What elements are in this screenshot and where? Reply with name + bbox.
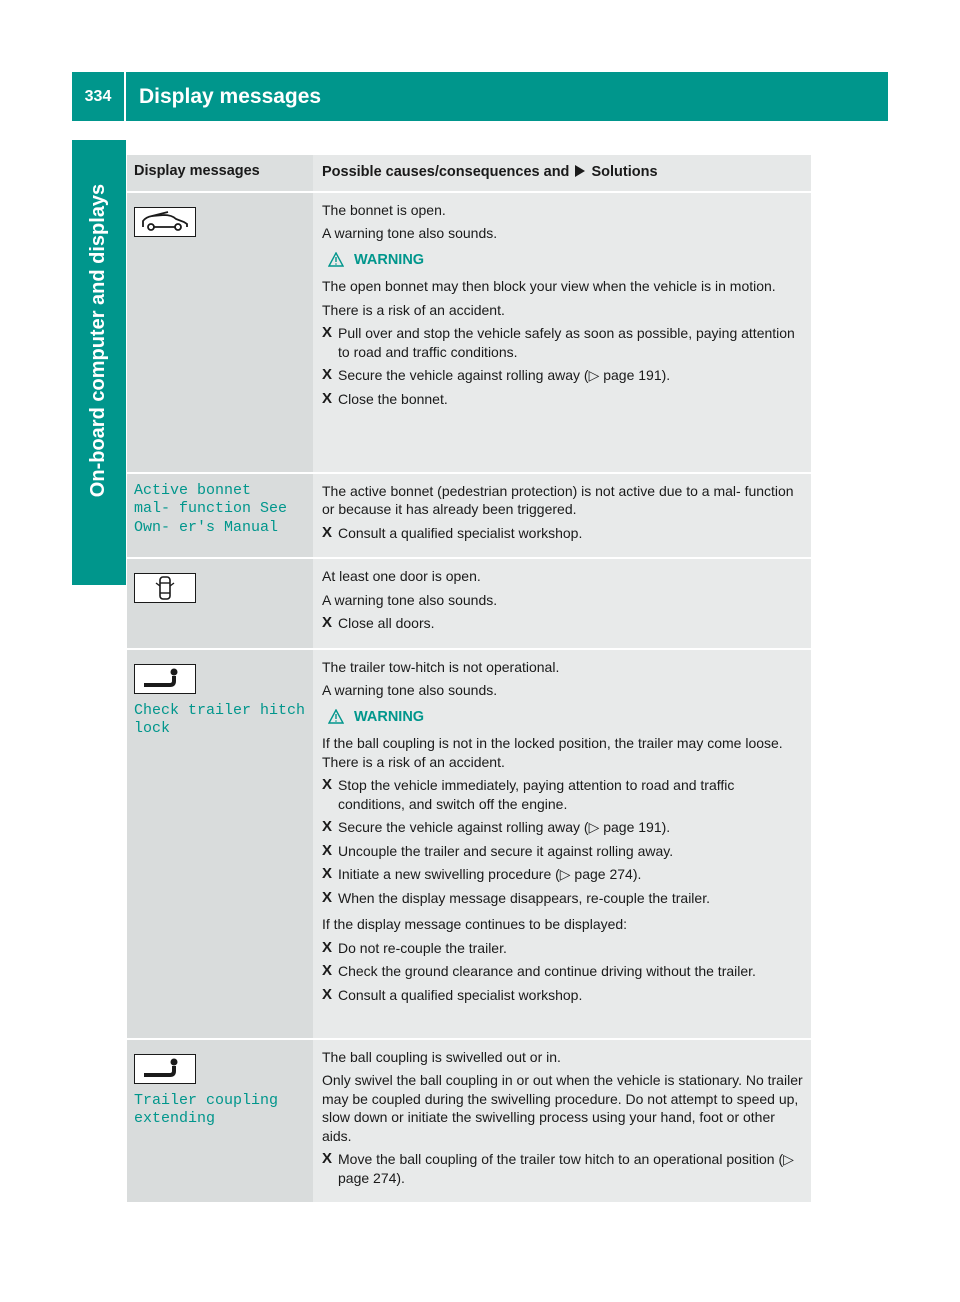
door-open-icon <box>134 573 196 603</box>
side-tab-gap <box>72 540 126 1284</box>
solution-cell: The trailer tow-hitch is not operational. A warning tone also sounds. WARNING If the ball coupling is not in the locked position, the trailer may come loose. There is a risk of an accident. X Stop the vehicle immediately, paying attention to road and traffic conditions, and switch off the engine. X Secure the vehicle against rolling away (▷ page 191). X Uncouple the trailer and secure it against rolling away. X Initiate a new swivelling procedure (▷ page 274). X When the display message disappears, re-couple the trailer. If the display message continues to be displayed: X Do not re-couple the trailer. X Check the ground clearance and continue driving without the trailer. X Consult a qualified specialist workshop. <box>313 650 811 1038</box>
display-message-cell <box>127 193 313 472</box>
instruction-step: X Secure the vehicle against rolling away (▷ page 191). <box>322 818 671 835</box>
warning-label: WARNING <box>328 251 804 270</box>
section-title: Display messages <box>139 84 322 108</box>
display-message-cell <box>127 474 313 558</box>
solution-cell: The active bonnet (pedestrian protection) is not active due to a mal- function or because it has already been triggered. X Consult a qualified specialist workshop. <box>313 474 811 558</box>
warning-triangle-icon <box>328 252 344 267</box>
warning-triangle-icon <box>328 709 344 724</box>
instruction-step: X When the display message disappears, re-couple the trailer. <box>322 888 710 906</box>
page-number: 334 <box>72 72 126 121</box>
solution-cell: The ball coupling is swivelled out or in. Only swivel the ball coupling in or out when the vehicle is stationary. No trailer may be coupled during the swivelling procedure. Do not attempt to speed up, slow down or initiate the swivelling process using your hand, foot or other aids. X Move the ball coupling of the trailer tow hitch to an operational position (▷ page 274). <box>313 1040 811 1203</box>
display-message-text: Check trailer hitch lock <box>134 701 306 737</box>
instruction-step: X Uncouple the trailer and secure it against rolling away. <box>322 841 674 859</box>
table-row <box>127 559 811 650</box>
table-header-row <box>127 155 811 193</box>
solution-cell: At least one door is open. A warning tone also sounds. X Close all doors. <box>313 559 811 648</box>
display-messages-table <box>127 155 811 1204</box>
column-header-display-messages: Display messages <box>127 155 313 191</box>
warning-label: WARNING <box>328 708 804 727</box>
solution-arrow-icon <box>575 165 585 177</box>
display-message-cell <box>127 1040 313 1203</box>
table-row <box>127 474 811 560</box>
instruction-step: X Pull over and stop the vehicle safely as soon as possible, paying attention to road and traffic conditions. <box>322 324 795 360</box>
instruction-step: X Close the bonnet. <box>322 389 448 407</box>
chapter-label: On-board computer and displays <box>87 183 110 497</box>
instruction-step: X Stop the vehicle immediately, paying attention to road and traffic conditions, and switch off the engine. <box>322 776 735 812</box>
tow-hitch-icon <box>134 1054 196 1084</box>
display-message-cell <box>127 559 313 648</box>
display-message-text: Active bonnet mal- function See Own- er's Manual <box>134 481 288 536</box>
instruction-step: X Initiate a new swivelling procedure (▷ page 274). <box>322 865 642 882</box>
display-message-text: Trailer coupling extending <box>134 1091 279 1127</box>
instruction-step: X Secure the vehicle against rolling away (▷ page 191). <box>322 366 671 383</box>
instruction-step: X Check the ground clearance and continue driving without the trailer. <box>322 962 756 979</box>
bonnet-open-icon <box>134 207 196 237</box>
instruction-step: X Consult a qualified specialist workshop. <box>322 523 583 541</box>
tow-hitch-icon <box>134 664 196 694</box>
page-header <box>72 72 888 121</box>
table-row <box>127 193 811 474</box>
instruction-step: X Do not re-couple the trailer. <box>322 938 507 956</box>
column-header-causes: Possible causes/consequences and Solutions <box>313 155 811 191</box>
instruction-step: X Move the ball coupling of the trailer tow hitch to an operational position (▷ page 274). <box>322 1150 794 1186</box>
instruction-step: X Consult a qualified specialist workshop. <box>322 985 583 1003</box>
display-message-cell <box>127 650 313 1038</box>
solution-cell: The bonnet is open. A warning tone also sounds. WARNING The open bonnet may then block your view when the vehicle is in motion. There is a risk of an accident. X Pull over and stop the vehicle safely as soon as possible, paying attention to road and traffic conditions. X Secure the vehicle against rolling away (▷ page 191). X Close the bonnet. <box>313 193 811 472</box>
table-row <box>127 1040 811 1205</box>
table-row <box>127 650 811 1040</box>
instruction-step: X Close all doors. <box>322 614 435 631</box>
side-tab-marker <box>72 540 126 585</box>
